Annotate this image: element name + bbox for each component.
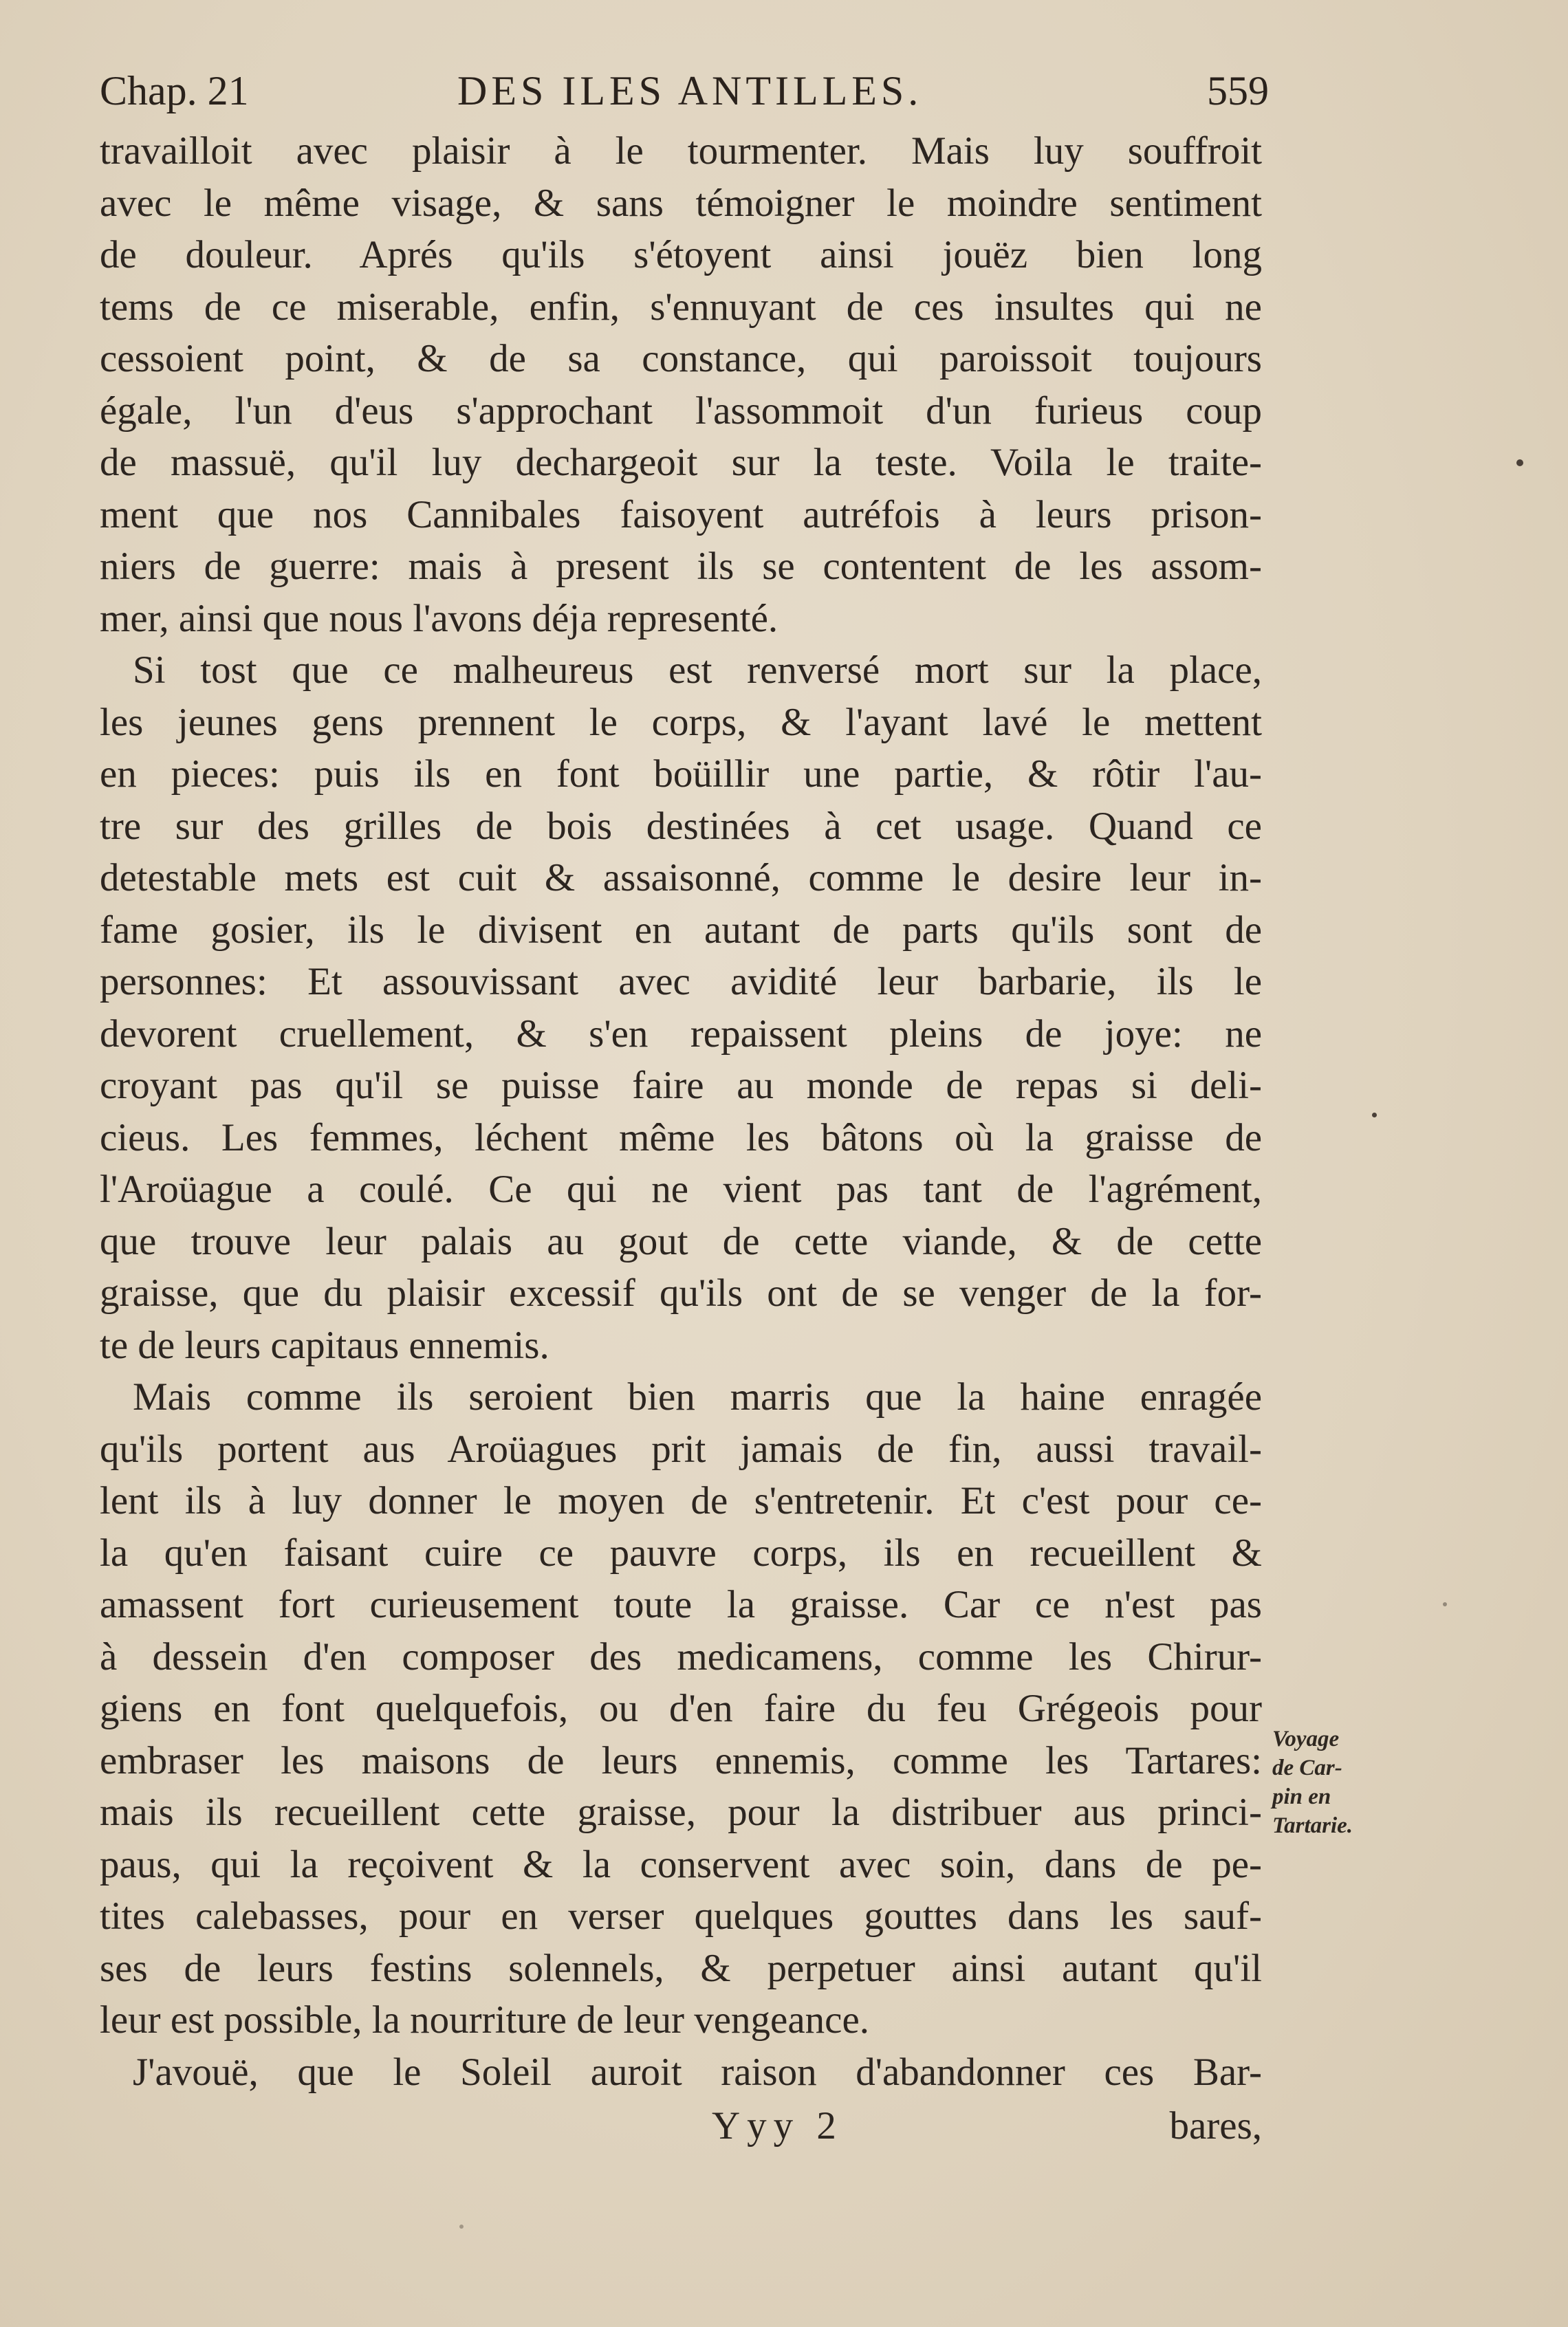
text-line: graisse, que du plaisir excessif qu'ils ont de se venger de la for- <box>100 1271 1262 1315</box>
text-line: tites calebasses, pour en verser quelques gouttes dans les sauf- <box>100 1894 1262 1938</box>
text-line: tems de ce miserable, enfin, s'ennuyant de ces insultes qui ne <box>100 285 1262 329</box>
text-line: personnes: Et assouvissant avec avidité leur barbarie, ils le <box>100 960 1262 1003</box>
signature-mark: Yyy 2 <box>712 2104 843 2148</box>
margin-note-line: de Car- <box>1272 1756 1342 1780</box>
text-line: ment que nos Cannibales faisoyent autréfois à leurs prison- <box>100 492 1262 536</box>
text-line: detestable mets est cuit & assaisonné, comme le desire leur in- <box>100 856 1262 899</box>
text-line: paus, qui la reçoivent & la conservent avec soin, dans de pe- <box>100 1842 1262 1886</box>
text-line: la qu'en faisant cuire ce pauvre corps, ils en recueillent & <box>100 1531 1262 1575</box>
paper-speck <box>459 2225 464 2229</box>
text-line: avec le même visage, & sans témoigner le moindre sentiment <box>100 181 1262 225</box>
paragraph-1 <box>100 125 1262 644</box>
running-title: DES ILES ANTILLES. <box>457 68 923 113</box>
text-line: cieus. Les femmes, léchent même les bâtons où la graisse de <box>100 1115 1262 1159</box>
text-line: leur est possible, la nourriture de leur vengeance. <box>100 1998 869 2042</box>
margin-note-line: pin en <box>1272 1784 1331 1809</box>
text-line: à dessein d'en composer des medicamens, comme les Chirur- <box>100 1635 1262 1679</box>
text-line: J'avouë, que le Soleil auroit raison d'abandonner ces Bar- <box>133 2050 1262 2094</box>
text-line: travailloit avec plaisir à le tourmenter. Mais luy souffroit <box>100 129 1262 173</box>
chapter-label: Chap. 21 <box>100 68 249 113</box>
paper-speck <box>1372 1113 1377 1117</box>
text-line: ses de leurs festins solennels, & perpetuer ainsi autant qu'il <box>100 1946 1262 1990</box>
text-line: embraser les maisons de leurs ennemis, comme les Tartares: <box>100 1738 1262 1782</box>
text-line: de massuë, qu'il luy dechargeoit sur la teste. Voila le traite- <box>100 441 1262 484</box>
text-line: niers de guerre: mais à present ils se contentent de les assom- <box>100 545 1262 588</box>
text-line: que trouve leur palais au gout de cette viande, & de cette <box>100 1219 1262 1263</box>
margin-note-line: Tartarie. <box>1272 1813 1353 1838</box>
page-footer <box>100 2099 1262 2154</box>
text-line: croyant pas qu'il se puisse faire au monde de repas si deli- <box>100 1064 1262 1107</box>
text-line: lent ils à luy donner le moyen de s'entretenir. Et c'est pour ce- <box>100 1479 1262 1522</box>
text-line: mais ils recueillent cette graisse, pour la distribuer aus princi- <box>100 1791 1262 1834</box>
margin-note <box>1272 1725 1396 1840</box>
text-line: giens en font quelquefois, ou d'en faire du feu Grégeois pour <box>100 1687 1262 1730</box>
text-line: les jeunes gens prennent le corps, & l'ayant lavé le mettent <box>100 700 1262 744</box>
text-line: Si tost que ce malheureus est renversé mort sur la place, <box>133 648 1262 692</box>
text-line: l'Aroüague a coulé. Ce qui ne vient pas tant de l'agrément, <box>100 1168 1262 1211</box>
margin-note-line: Voyage <box>1272 1727 1340 1751</box>
text-line: Mais comme ils seroient bien marris que la haine enragée <box>133 1375 1262 1419</box>
paper-speck <box>1443 1602 1447 1606</box>
catchword: bares, <box>1169 2104 1262 2148</box>
text-line: amassent fort curieusement toute la graisse. Car ce n'est pas <box>100 1583 1262 1626</box>
text-line: de douleur. Aprés qu'ils s'étoyent ainsi jouëz bien long <box>100 233 1262 276</box>
text-line: en pieces: puis ils en font boüillir une partie, & rôtir l'au- <box>100 752 1262 796</box>
paragraph-4 <box>100 2046 1262 2099</box>
main-text <box>100 125 1262 2098</box>
paper-speck <box>1516 459 1523 466</box>
running-header <box>100 63 1269 118</box>
text-line: égale, l'un d'eus s'approchant l'assommoit d'un furieus coup <box>100 389 1262 433</box>
text-line: devorent cruellement, & s'en repaissent pleins de joye: ne <box>100 1012 1262 1056</box>
page-number: 559 <box>1207 68 1269 113</box>
text-line: te de leurs capitaus ennemis. <box>100 1323 549 1367</box>
text-line: cessoient point, & de sa constance, qui paroissoit toujours <box>100 337 1262 380</box>
text-line: mer, ainsi que nous l'avons déja representé. <box>100 596 778 640</box>
paragraph-3 <box>100 1371 1262 2046</box>
paragraph-2 <box>100 644 1262 1371</box>
text-line: tre sur des grilles de bois destinées à cet usage. Quand ce <box>100 804 1262 848</box>
text-line: fame gosier, ils le divisent en autant de parts qu'ils sont de <box>100 908 1262 952</box>
text-line: qu'ils portent aus Aroüagues prit jamais de fin, aussi travail- <box>100 1427 1262 1471</box>
